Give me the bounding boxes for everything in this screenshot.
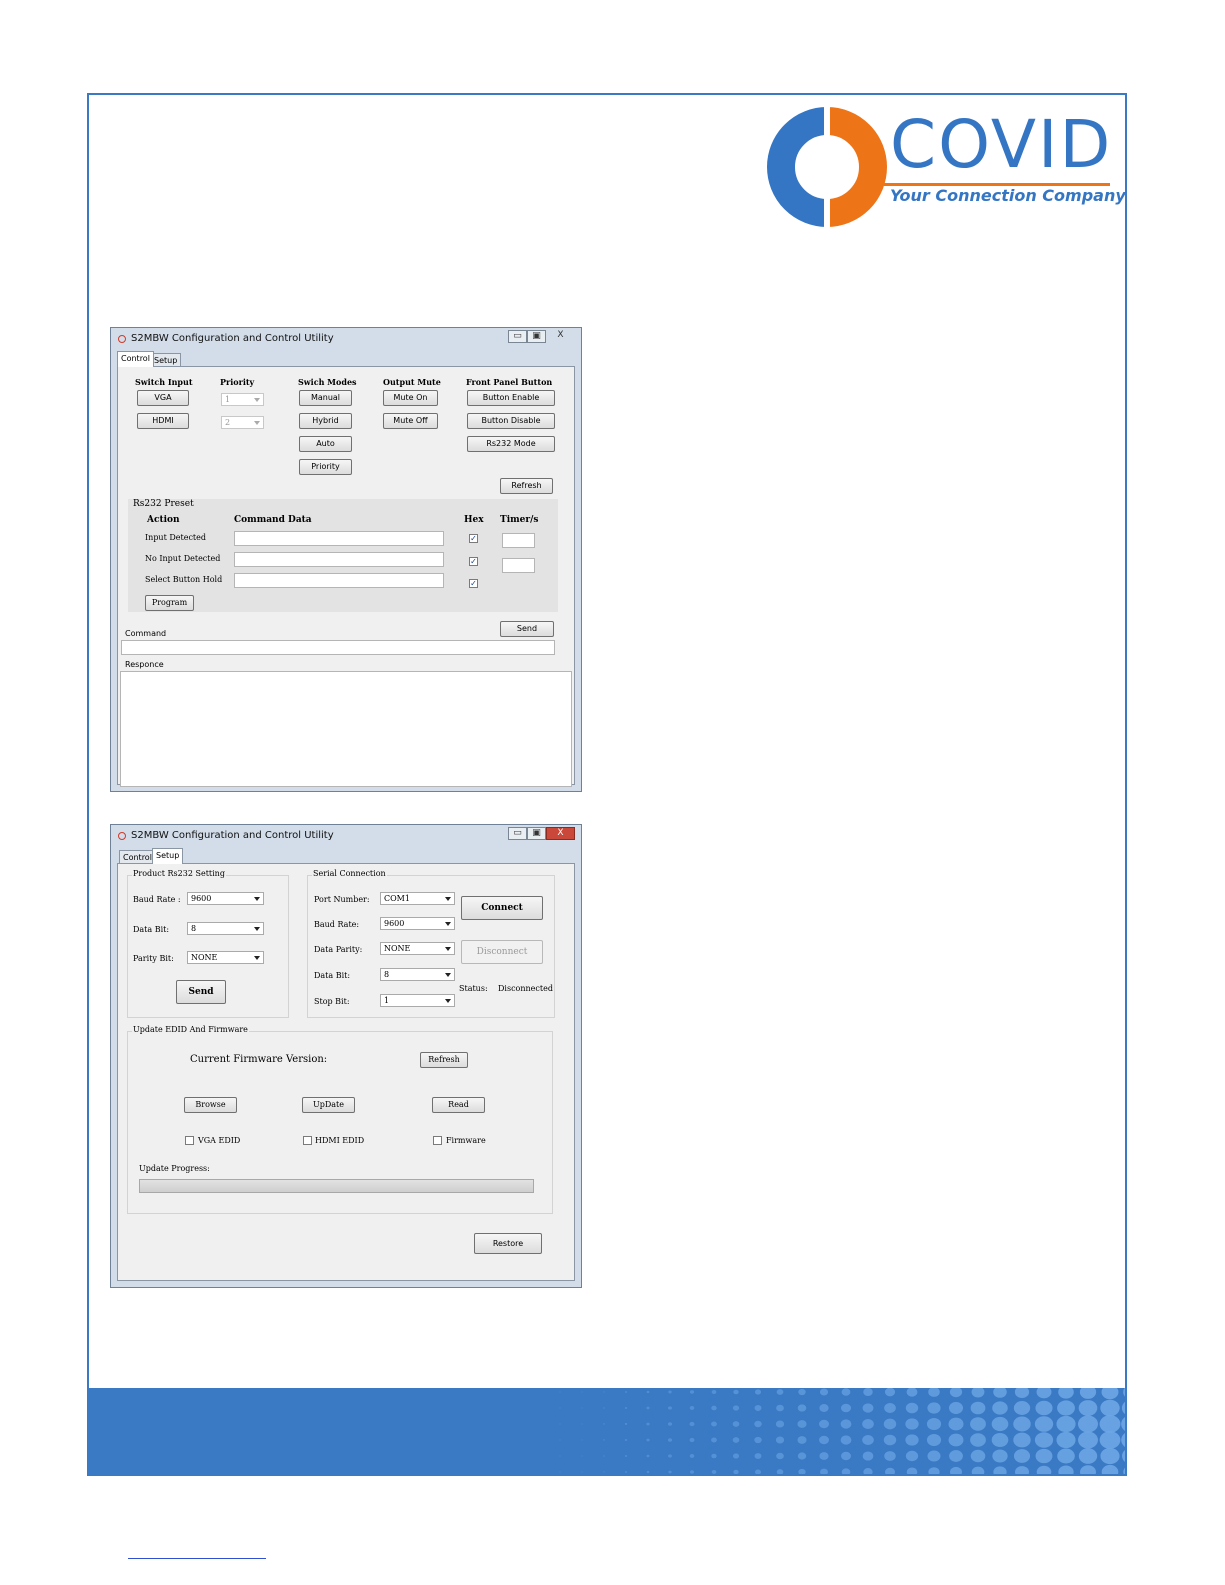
chevron-down-icon: [254, 927, 260, 931]
hex-checkbox-2[interactable]: ✓: [470, 557, 477, 566]
footer-dot: [906, 1403, 918, 1414]
footer-dot: [1100, 1415, 1121, 1433]
titlebar[interactable]: [111, 825, 581, 847]
footer-dot: [992, 1449, 1007, 1462]
footer-dot: [863, 1468, 872, 1474]
chevron-down-icon: [254, 897, 260, 901]
footer-dot: [603, 1471, 604, 1472]
data-parity-select[interactable]: [380, 942, 455, 955]
serial-baud-value: 9600: [384, 919, 405, 928]
footer-dot: [776, 1436, 784, 1443]
product-databit-label: Data Bit:: [133, 925, 170, 934]
footer-dot: [885, 1468, 895, 1474]
product-parity-label: Parity Bit:: [133, 954, 174, 963]
switch-input-header: Switch Input: [135, 377, 193, 387]
footer-dot: [646, 1407, 649, 1410]
serial-baud-label: Baud Rate:: [314, 920, 360, 929]
footer-dot: [1102, 1465, 1119, 1474]
control-window: [110, 327, 582, 792]
footer-dot: [755, 1469, 761, 1474]
select-button-hold-label: Select Button Hold: [145, 575, 223, 584]
port-number-label: Port Number:: [314, 895, 370, 904]
chevron-down-icon: [254, 398, 260, 402]
status-label: Status:: [459, 984, 488, 993]
footer-dot: [690, 1454, 695, 1458]
footer-dot: [776, 1453, 784, 1460]
hex-checkbox-3[interactable]: ✓: [470, 579, 477, 588]
send-button[interactable]: Send: [500, 621, 554, 637]
response-area[interactable]: [120, 671, 572, 787]
footer-dot: [949, 1450, 963, 1462]
footer-dot: [1056, 1432, 1075, 1448]
footer-dot: [1058, 1388, 1074, 1399]
footer-dot: [1123, 1465, 1125, 1474]
footer-dot: [884, 1451, 896, 1461]
footer-dot: [647, 1471, 650, 1473]
button-enable-button[interactable]: Button Enable: [467, 390, 555, 406]
footer-dot: [1013, 1433, 1030, 1448]
footer-dot: [1015, 1466, 1029, 1474]
serial-databit-value: 8: [384, 970, 390, 979]
product-parity-value: NONE: [191, 953, 218, 962]
refresh-button[interactable]: Refresh: [500, 478, 553, 494]
switch-modes-header: Swich Modes: [298, 377, 357, 387]
chevron-down-icon: [254, 956, 260, 960]
footer-dot: [625, 1439, 627, 1441]
hex-column-header: Hex: [464, 515, 484, 525]
timer-column-header: Timer/s: [500, 515, 539, 525]
product-baud-select[interactable]: [187, 892, 264, 905]
port-number-value: COM1: [384, 894, 410, 903]
priority-button[interactable]: Priority: [299, 459, 352, 475]
chevron-down-icon: [445, 999, 451, 1003]
footer-dot: [820, 1389, 828, 1396]
footer-dot: [625, 1471, 627, 1473]
app-icon: [118, 335, 126, 343]
footer-dot: [1035, 1401, 1052, 1416]
footer-dot: [776, 1420, 784, 1427]
footer-dot: [1037, 1388, 1052, 1398]
footer-dot: [970, 1433, 986, 1446]
firmware-label: Firmware: [446, 1136, 486, 1145]
footer-dot: [1080, 1465, 1096, 1474]
chevron-down-icon: [445, 947, 451, 951]
footer-dot: [668, 1454, 672, 1457]
footer-dot: [690, 1470, 694, 1473]
stop-bit-value: 1: [384, 996, 390, 1005]
tab-setup[interactable]: Setup: [150, 353, 181, 367]
footer-dot: [581, 1423, 582, 1424]
footer-dot-pattern: [89, 1388, 1125, 1474]
data-parity-label: Data Parity:: [314, 945, 363, 954]
footer-dot: [1015, 1388, 1029, 1398]
update-progress-bar: [139, 1179, 534, 1193]
footer-dot: [863, 1403, 874, 1412]
control-panel: [117, 366, 575, 785]
footer-dot: [972, 1467, 985, 1474]
stop-bit-select[interactable]: [380, 994, 455, 1007]
hdmi-edid-label: HDMI EDID: [315, 1136, 365, 1145]
footer-dot: [950, 1467, 962, 1474]
footer-dot: [625, 1391, 627, 1393]
footer-dot: [1080, 1388, 1096, 1399]
mute-off-button[interactable]: Mute Off: [383, 413, 438, 429]
footer-dot: [668, 1422, 672, 1426]
footer-dot: [819, 1452, 828, 1460]
footer-dot: [559, 1423, 560, 1424]
footer-dot: [797, 1436, 806, 1444]
footer-dot: [907, 1467, 918, 1474]
hex-checkbox-1[interactable]: ✓: [470, 534, 477, 543]
priority-value: 1: [225, 395, 231, 404]
footer-dot: [733, 1405, 739, 1410]
footer-dot: [646, 1455, 649, 1458]
product-parity-select[interactable]: [187, 951, 264, 964]
footer-dot: [1056, 1416, 1075, 1432]
footer-dot: [1035, 1432, 1053, 1448]
browse-button[interactable]: Browse: [184, 1097, 237, 1113]
footer-dot: [581, 1455, 582, 1456]
footer-dot: [948, 1418, 963, 1431]
footer-dot: [798, 1452, 806, 1459]
footer-dot: [992, 1417, 1009, 1431]
footer-dot: [581, 1391, 582, 1392]
footer-dot: [689, 1422, 694, 1426]
footer-dot: [777, 1389, 784, 1395]
command-data-column-header: Command Data: [234, 515, 312, 525]
footer-dot: [625, 1455, 627, 1457]
footer-dot: [1057, 1400, 1075, 1415]
footer-dot: [603, 1439, 605, 1440]
footer-dot: [581, 1439, 582, 1440]
restore-button[interactable]: Restore: [474, 1233, 542, 1254]
footer-dot: [647, 1391, 650, 1393]
serial-databit-select[interactable]: [380, 968, 455, 981]
product-baud-value: 9600: [191, 894, 212, 903]
command-input[interactable]: [121, 640, 555, 655]
footer-dot: [841, 1404, 851, 1413]
serial-baud-select[interactable]: [380, 917, 455, 930]
button-hold-command-field[interactable]: [234, 573, 444, 588]
footer-dot: [755, 1405, 762, 1411]
minimize-button[interactable]: ▭: [508, 827, 527, 840]
footer-dot: [755, 1453, 762, 1459]
footer-dot: [754, 1437, 761, 1443]
timer-field-2[interactable]: [502, 558, 535, 573]
footer-dot: [798, 1469, 805, 1474]
footer-dot: [1014, 1401, 1030, 1415]
footer-link[interactable]: [128, 1550, 266, 1560]
footer-dot: [950, 1388, 962, 1397]
chevron-down-icon: [254, 421, 260, 425]
product-databit-value: 8: [191, 924, 197, 933]
footer-dot: [581, 1407, 582, 1408]
vga-button[interactable]: VGA: [137, 390, 189, 406]
footer-dot: [603, 1407, 605, 1408]
footer-dot: [993, 1466, 1006, 1474]
firmware-checkbox[interactable]: [433, 1136, 442, 1145]
tab-control[interactable]: Control: [119, 850, 156, 864]
stop-bit-label: Stop Bit:: [314, 997, 350, 1006]
button-disable-button[interactable]: Button Disable: [467, 413, 555, 429]
footer-dot: [905, 1434, 918, 1445]
footer-dot: [1100, 1448, 1119, 1464]
connect-button[interactable]: Connect: [461, 896, 543, 920]
footer-dot: [668, 1406, 672, 1409]
no-input-detected-label: No Input Detected: [145, 554, 221, 563]
input-detected-label: Input Detected: [145, 533, 206, 542]
chevron-down-icon: [445, 973, 451, 977]
timer-field-1[interactable]: [502, 533, 535, 548]
footer-dot: [1036, 1449, 1053, 1463]
footer-dot: [971, 1402, 986, 1415]
footer-dot: [906, 1451, 918, 1461]
footer-dot: [690, 1406, 695, 1410]
footer-dot: [992, 1433, 1009, 1447]
hybrid-button[interactable]: Hybrid: [299, 413, 352, 429]
footer-dot: [1037, 1466, 1052, 1474]
status-value: Disconnected: [498, 984, 553, 993]
footer-dot: [862, 1435, 874, 1445]
footer-dot: [820, 1469, 828, 1474]
serial-connection-title: Serial Connection: [313, 869, 386, 878]
footer-dot: [733, 1390, 738, 1395]
footer-dot: [1079, 1448, 1097, 1464]
footer-dot: [559, 1391, 560, 1392]
rs232-mode-button[interactable]: Rs232 Mode: [467, 436, 555, 452]
footer-dot: [603, 1455, 605, 1456]
footer-dot: [646, 1423, 649, 1426]
footer-dot: [1100, 1400, 1119, 1417]
footer-dot: [1122, 1399, 1125, 1416]
maximize-button[interactable]: ▣: [527, 330, 546, 343]
footer-dot: [777, 1469, 784, 1474]
window-title: S2MBW Configuration and Control Utility: [131, 830, 334, 841]
footer-dot: [559, 1471, 560, 1472]
footer-dot: [733, 1470, 738, 1474]
data-parity-value: NONE: [384, 944, 411, 953]
footer-dot: [905, 1418, 918, 1429]
footer-dot: [711, 1406, 716, 1411]
footer-dot: [1079, 1400, 1098, 1416]
footer-dot: [668, 1471, 671, 1474]
footer-dot: [842, 1388, 851, 1396]
footer-dot: [949, 1402, 963, 1414]
footer-dot: [819, 1404, 828, 1412]
output-mute-header: Output Mute: [383, 377, 441, 387]
update-edid-title: Update EDID And Firmware: [133, 1025, 248, 1034]
action-column-header: Action: [147, 515, 180, 525]
footer-dot: [711, 1438, 717, 1443]
footer-dot: [884, 1435, 896, 1446]
priority-value: 2: [225, 418, 231, 427]
footer-dot: [862, 1419, 874, 1429]
hdmi-button[interactable]: HDMI: [137, 413, 189, 429]
update-progress-label: Update Progress:: [139, 1164, 210, 1173]
priority-select-1[interactable]: [221, 393, 264, 406]
read-button[interactable]: Read: [432, 1097, 485, 1113]
port-number-select[interactable]: [380, 892, 455, 905]
footer-dot: [1078, 1432, 1098, 1449]
no-input-command-field[interactable]: [234, 552, 444, 567]
disconnect-button[interactable]: Disconnect: [461, 940, 543, 964]
footer-dot: [559, 1407, 560, 1408]
firmware-version-label: Current Firmware Version:: [190, 1054, 328, 1065]
footer-dot: [1013, 1417, 1031, 1432]
footer-dot: [907, 1388, 918, 1397]
footer-dot: [797, 1420, 806, 1428]
footer-dot: [712, 1470, 717, 1474]
footer-dot: [993, 1388, 1007, 1398]
app-icon: [118, 832, 126, 840]
rs232-preset-title: Rs232 Preset: [133, 499, 194, 509]
footer-dot: [711, 1454, 716, 1459]
footer-dot: [559, 1439, 560, 1440]
footer-dot: [863, 1451, 874, 1460]
footer-dot: [927, 1434, 941, 1446]
footer-dot: [625, 1407, 627, 1409]
footer-dot: [1121, 1431, 1125, 1449]
footer-dot: [646, 1439, 649, 1442]
front-panel-header: Front Panel Button: [466, 377, 553, 387]
footer-dot: [949, 1434, 964, 1447]
footer-dot: [798, 1389, 805, 1395]
program-button[interactable]: Program: [145, 595, 194, 611]
footer-dot: [668, 1391, 671, 1394]
footer-dot: [884, 1403, 896, 1413]
chevron-down-icon: [445, 922, 451, 926]
footer-dot: [819, 1420, 829, 1429]
footer-dot: [928, 1467, 939, 1474]
manual-button[interactable]: Manual: [299, 390, 352, 406]
footer-dot: [1122, 1448, 1125, 1465]
footer-dot: [668, 1438, 672, 1442]
footer-dot: [1121, 1415, 1125, 1433]
input-detected-command-field[interactable]: [234, 531, 444, 546]
footer-dot: [581, 1471, 582, 1472]
maximize-button[interactable]: ▣: [527, 827, 546, 840]
footer-dot: [690, 1390, 694, 1393]
footer-dot: [841, 1452, 851, 1460]
logo-tagline: Your Connection Company: [890, 186, 1126, 205]
tab-setup[interactable]: Setup: [152, 848, 183, 864]
mute-on-button[interactable]: Mute On: [383, 390, 438, 406]
footer-dot: [798, 1404, 807, 1411]
footer-dot: [885, 1388, 895, 1396]
setup-panel: [117, 863, 575, 1281]
priority-select-2[interactable]: [221, 416, 264, 429]
product-rs232-title: Product Rs232 Setting: [133, 869, 225, 878]
firmware-refresh-button[interactable]: Refresh: [420, 1052, 468, 1068]
footer-dot: [819, 1436, 829, 1444]
footer-dot: [755, 1389, 761, 1394]
product-send-button[interactable]: Send: [176, 980, 226, 1004]
priority-header: Priority: [220, 377, 255, 387]
product-baud-label: Baud Rate :: [133, 895, 181, 904]
footer-dot: [1078, 1415, 1098, 1432]
footer-dot: [733, 1421, 740, 1427]
vga-edid-label: VGA EDID: [198, 1136, 241, 1145]
footer-dot: [711, 1422, 717, 1427]
update-button[interactable]: UpDate: [302, 1097, 355, 1113]
footer-dot: [776, 1405, 784, 1412]
footer-dot: [927, 1450, 940, 1461]
window-title: S2MBW Configuration and Control Utility: [131, 333, 334, 344]
footer-dot: [1014, 1449, 1030, 1463]
footer-dot: [842, 1468, 851, 1474]
footer-dot: [1058, 1465, 1073, 1474]
footer-dot: [928, 1388, 940, 1397]
footer-dot: [690, 1438, 695, 1442]
footer-dot: [1100, 1431, 1121, 1449]
setup-window: [110, 824, 582, 1288]
footer-dot: [1035, 1416, 1053, 1432]
minimize-button[interactable]: ▭: [508, 330, 527, 343]
titlebar[interactable]: [111, 328, 581, 350]
vga-edid-checkbox[interactable]: [185, 1136, 194, 1145]
footer-dot: [992, 1401, 1008, 1414]
footer-band: [89, 1388, 1125, 1474]
product-databit-select[interactable]: [187, 922, 264, 935]
footer-dot: [603, 1391, 604, 1392]
chevron-down-icon: [445, 897, 451, 901]
footer-dot: [970, 1417, 986, 1430]
auto-button[interactable]: Auto: [299, 436, 352, 452]
footer-dot: [863, 1388, 873, 1396]
footer-dot: [927, 1402, 940, 1413]
hdmi-edid-checkbox[interactable]: [303, 1136, 312, 1145]
command-label: Command: [125, 629, 167, 638]
footer-dot: [625, 1423, 628, 1425]
footer-dot: [559, 1455, 560, 1456]
close-button[interactable]: X: [546, 827, 575, 840]
response-label: Responce: [125, 660, 164, 669]
footer-dot: [1102, 1388, 1119, 1399]
footer-dot: [841, 1419, 852, 1428]
logo-wordmark: COVID: [890, 106, 1113, 183]
footer-dot: [712, 1390, 717, 1394]
footer-dot: [733, 1437, 740, 1443]
footer-dot: [1057, 1449, 1075, 1464]
footer-dot: [1123, 1388, 1125, 1400]
footer-link-underline: [128, 1558, 266, 1559]
footer-dot: [927, 1418, 941, 1430]
footer-dot: [841, 1435, 852, 1444]
footer-dot: [754, 1421, 762, 1427]
footer-dot: [884, 1419, 897, 1430]
close-button[interactable]: X: [557, 330, 564, 340]
footer-dot: [603, 1423, 605, 1424]
tab-control[interactable]: Control: [117, 351, 154, 367]
footer-dot: [972, 1388, 985, 1397]
footer-dot: [971, 1450, 986, 1462]
serial-databit-label: Data Bit:: [314, 971, 351, 980]
footer-dot: [733, 1453, 739, 1458]
